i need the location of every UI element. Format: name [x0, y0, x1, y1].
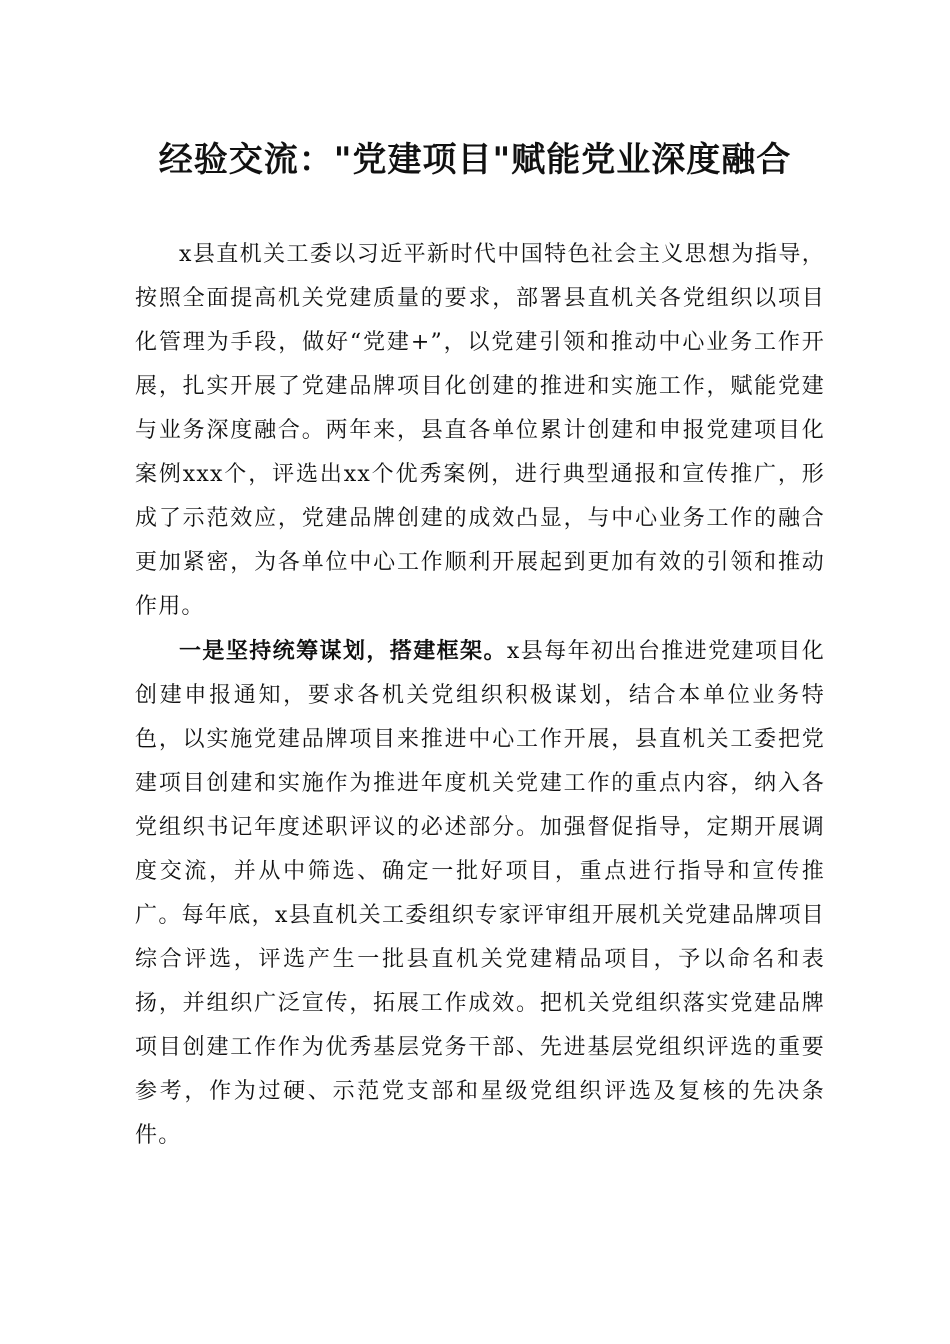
paragraph-intro — [135, 233, 825, 629]
paragraph-point-one — [135, 629, 825, 1158]
document-body — [135, 233, 825, 1158]
document-title: 经验交流："党建项目"赋能党业深度融合 — [158, 140, 792, 180]
paragraph-point-one-text: x县每年初出台推进党建项目化创建申报通知，要求各机关党组织积极谋划，结合本单位业务特色，以实施党建品牌项目来推进中心工作开展，县直机关工委把党建项目创建和实施作为推进年度机关党建工作的重点内容，纳入各党组织书记年度述职评议的必述部分。加强督促指导，定期开展调度交流，并从中筛选、确定一批好项目，重点进行指导和宣传推广。每年底，x县直机关工委组织专家评审组开展机关党建品牌项目综合评选，评选产生一批县直机关党建精品项目，予以命名和表扬，并组织广泛宣传，拓展工作成效。把机关党组织落实党建品牌项目创建工作作为优秀基层党务干部、先进基层党组织评选的重要参考，作为过硬、示范党支部和星级党组织评选及复核的先决条件。 — [135, 639, 825, 1148]
paragraph-point-one-heading: 一是坚持统筹谋划，搭建框架。 — [179, 638, 507, 664]
paragraph-intro-text: x县直机关工委以习近平新时代中国特色社会主义思想为指导，按照全面提高机关党建质量的要求，部署县直机关各党组织以项目化管理为手段，做好“党建+”，以党建引领和推动中心业务工作开展，扎实开展了党建品牌项目化创建的推进和实施工作，赋能党建与业务深度融合。两年来，县直各单位累计创建和申报党建项目化案例xxx个，评选出xx个优秀案例，进行典型通报和宣传推广，形成了示范效应，党建品牌创建的成效凸显，与中心业务工作的融合更加紧密，为各单位中心工作顺利开展起到更加有效的引领和推动作用。 — [135, 242, 825, 619]
